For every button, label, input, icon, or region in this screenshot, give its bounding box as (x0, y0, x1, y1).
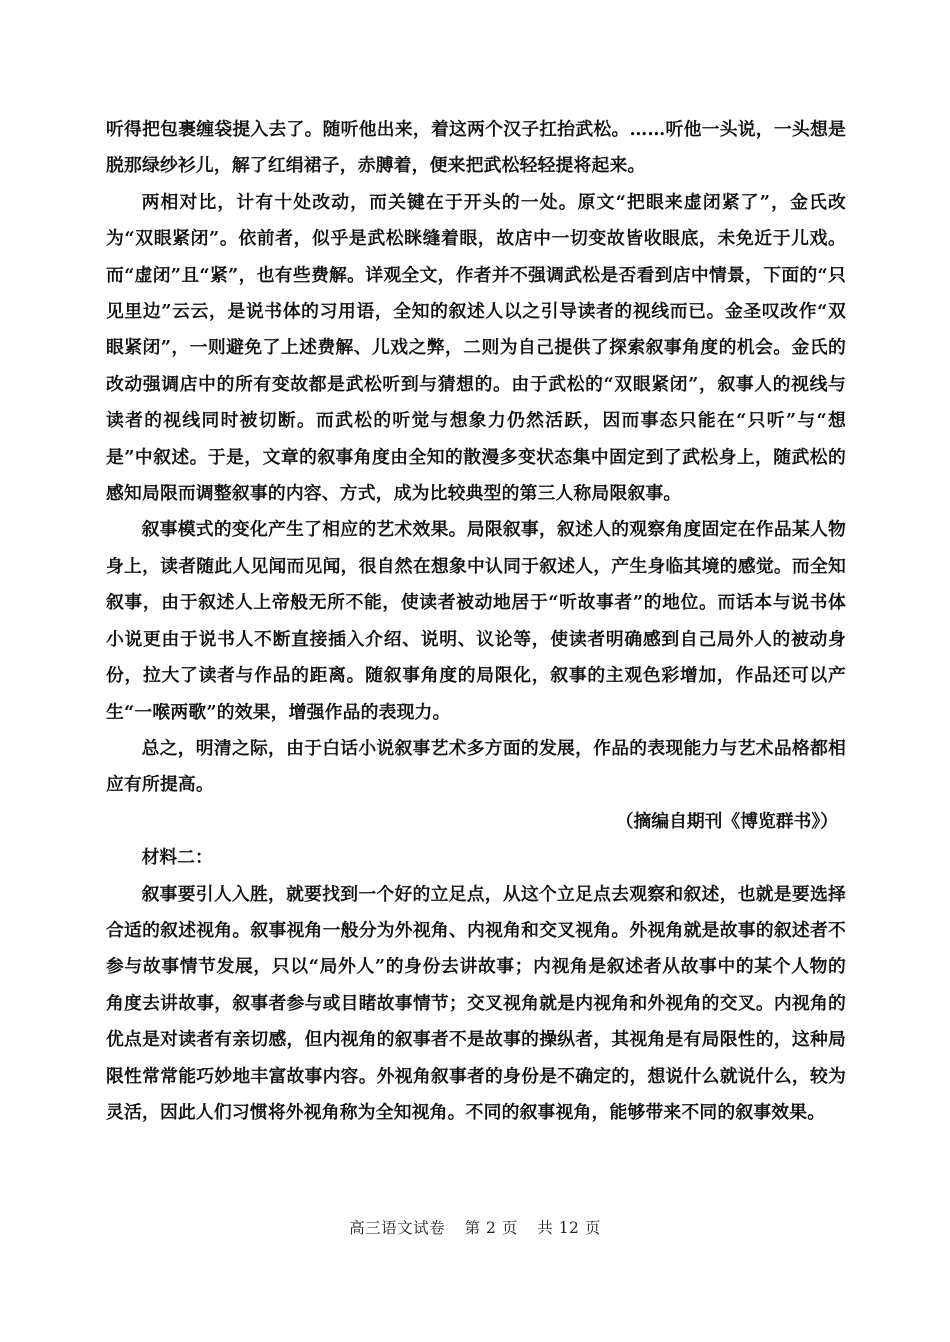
material-two-label: 材料二： (141, 847, 213, 869)
paragraph-conclusion: 总之，明清之际，由于白话小说叙事艺术多方面的发展，作品的表现能力与艺术品格都相应有所提高。 (106, 737, 846, 796)
footer-total-pages: 共 12 页 (537, 1219, 601, 1237)
paragraph-comparison: 两相对比，计有十处改动，而关键在于开头的一处。原文“把眼来虚闭紧了”，金氏改为“双眼紧闭”。依前者，似乎是武松眯缝着眼，故店中一切变故皆收眼底，未免近于儿戏。而“虚闭”且“紧”，也有些费解。详观全文，作者并不强调武松是否看到店中情景，下面的“只见里边”云云，是说书体的习用语，全知的叙述人以之引导读者的视线而已。金圣叹改作“双眼紧闭”，一则避免了上述费解、儿戏之弊，二则为自己提供了探索叙事角度的机会。金氏的改动强调店中的所有变故都是武松听到与猜想的。由于武松的“双眼紧闭”，叙事人的视线与读者的视线同时被切断。而武松的听觉与想象力仍然活跃，因而事态只能在“只听”与“想是”中叙述。于是，文章的叙事角度由全知的散漫多变状态集中固定到了武松身上，随武松的感知局限而调整叙事的内容、方式，成为比较典型的第三人称局限叙事。 (106, 191, 846, 505)
page-footer (0, 1216, 950, 1238)
document-body (106, 112, 846, 1131)
footer-exam-title: 高三语文试卷 (349, 1219, 446, 1237)
paragraph-quote-continuation: 听得把包裹缠袋提入去了。随听他出来，着这两个汉子扛抬武松。……听他一头说，一头想是脱那绿纱衫儿，解了红绢裙子，赤膊着，便来把武松轻轻提将起来。 (106, 119, 846, 177)
paragraph-narrative-effect: 叙事模式的变化产生了相应的艺术效果。局限叙事，叙述人的观察角度固定在作品某人物身上，读者随此人见闻而见闻，很自然在想象中认同于叙述人，产生身临其境的感觉。而全知叙事，由于叙述人上帝般无所不能，使读者被动地居于“听故事者”的地位。而话本与说书体小说更由于说书人不断直接插入介绍、说明、议论等，使读者明确感到自己局外人的被动身份，拉大了读者与作品的距离。随叙事角度的局限化，叙事的主观色彩增加，作品还可以产生“一喉两歌”的效果，增强作品的表现力。 (106, 519, 846, 723)
footer-page-number: 第 2 页 (464, 1219, 518, 1237)
paragraph-material-two: 叙事要引人入胜，就要找到一个好的立足点，从这个立足点去观察和叙述，也就是要选择合适的叙述视角。叙事视角一般分为外视角、内视角和交叉视角。外视角就是故事的叙述者不参与故事情节发展，只以“局外人”的身份去讲故事；内视角是叙述者从故事中的某个人物的角度去讲故事，叙事者参与或目睹故事情节；交叉视角就是内视角和外视角的交叉。内视角的优点是对读者有亲切感，但内视角的叙事者不是故事的操纵者，其视角是有局限性的，这种局限性常常能巧妙地丰富故事内容。外视角叙事者的身份是不确定的，想说什么就说什么，较为灵活，因此人们习惯将外视角称为全知视角。不同的叙事视角，能够带来不同的叙事效果。 (106, 883, 846, 1123)
source-citation: （摘编自期刊《博览群书》） (615, 810, 838, 832)
